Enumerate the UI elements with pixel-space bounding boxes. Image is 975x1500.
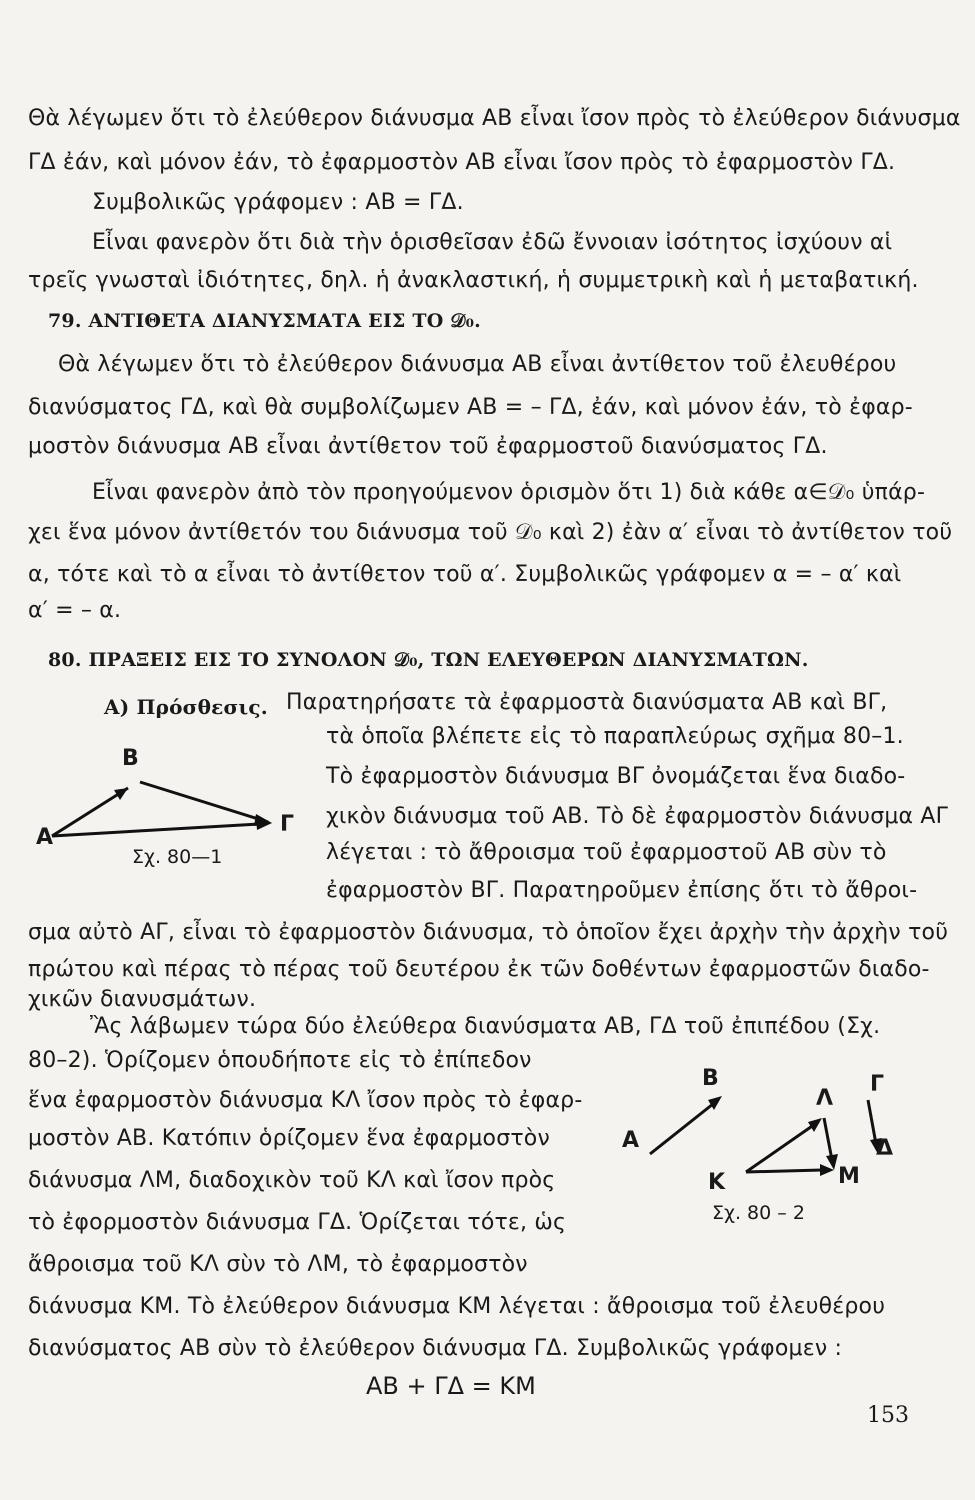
text-line-30: διανύσματος AB σὺν τὸ ἐλεύθερον διάνυσμα ΓΔ. Συμβολικῶς γράφομεν :	[28, 1336, 843, 1361]
fig2-label-m: M	[838, 1164, 860, 1189]
text-line-21: χικῶν διανυσμάτων.	[28, 987, 257, 1012]
vector-bg	[140, 782, 268, 822]
text-line-15: Τὸ ἐφαρμοστὸν διάνυσμα BΓ ὀνομάζεται ἕνα διαδο-	[326, 764, 906, 789]
vector-kl	[746, 1122, 818, 1172]
vector-lm	[824, 1118, 832, 1160]
text-line-13: Παρατηρήσατε τὰ ἐφαρμοστὰ διανύσματα AB καὶ BΓ,	[286, 690, 888, 715]
text-line-27: τὸ ἐφορμοστὸν διάνυσμα ΓΔ. Ὁρίζεται τότε, ὡς	[28, 1210, 567, 1235]
sum-formula: AB + ΓΔ = KM	[366, 1372, 536, 1400]
figure-80-2	[620, 1070, 900, 1210]
text-line-19: σμα αὐτὸ AΓ, εἶναι τὸ ἐφαρμοστὸν διάνυσμα, τὸ ὁποῖον ἔχει ἀρχὴν τὴν ἀρχὴν τοῦ	[28, 920, 949, 945]
text-line-8: μοστὸν διάνυσμα AB εἶναι ἀντίθετον τοῦ ἐφαρμοστοῦ διανύσματος ΓΔ.	[28, 434, 828, 459]
text-line-3: Συμβολικῶς γράφομεν : AB = ΓΔ.	[92, 190, 464, 215]
arrowhead-kl	[808, 1118, 822, 1132]
text-line-24: ἕνα ἐφαρμοστὸν διάνυσμα KΛ ἴσον πρὸς τὸ ἐφαρ-	[28, 1088, 583, 1113]
vector-ab-2	[650, 1100, 718, 1154]
text-line-17: λέγεται : τὸ ἄθροισμα τοῦ ἐφαρμοστοῦ AB σὺν τὸ	[326, 840, 887, 865]
text-line-23: 80–2). Ὁρίζομεν ὁπουδήποτε εἰς τὸ ἐπίπεδον	[28, 1048, 532, 1073]
fig1-label-b: B	[122, 746, 139, 771]
text-line-26: διάνυσμα ΛM, διαδοχικὸν τοῦ KΛ καὶ ἴσον πρὸς	[28, 1168, 556, 1193]
fig2-label-a: A	[622, 1128, 640, 1153]
fig2-label-k: K	[708, 1170, 726, 1195]
fig2-label-b: B	[702, 1066, 719, 1091]
text-line-20: πρώτου καὶ πέρας τὸ πέρας τοῦ δευτέρου ἐκ τῶν δοθέντων ἐφαρμοστῶν διαδο-	[28, 957, 930, 982]
text-line-9: Εἶναι φανερὸν ἀπὸ τὸν προηγούμενον ὁρισμὸν ὅτι 1) διὰ κάθε α∈𝒟₀ ὑπάρ-	[92, 480, 926, 505]
text-line-4: Εἶναι φανερὸν ὅτι διὰ τὴν ὁρισθεῖσαν ἐδῶ ἔννοιαν ἰσότητος ἰσχύουν αἱ	[92, 230, 893, 255]
text-line-11: α, τότε καὶ τὸ α εἶναι τὸ ἀντίθετον τοῦ α′. Συμβολικῶς γράφομεν α = – α′ καὶ	[28, 562, 902, 587]
text-line-10: χει ἕνα μόνον ἀντίθετόν του διάνυσμα τοῦ 𝒟₀ καὶ 2) ἐὰν α′ εἶναι τὸ ἀντίθετον τοῦ	[28, 520, 953, 545]
addition-label: Α) Πρόσθεσις.	[104, 695, 268, 719]
vector-ag	[52, 824, 260, 836]
fig1-label-a: A	[36, 825, 54, 850]
page-number: 153	[867, 1403, 909, 1428]
text-line-2: ΓΔ ἐάν, καὶ μόνον ἐάν, τὸ ἐφαρμοστὸν AB εἶναι ἴσον πρὸς τὸ ἐφαρμοστὸν ΓΔ.	[28, 150, 896, 175]
text-line-14: τὰ ὁποῖα βλέπετε εἰς τὸ παραπλεύρως σχῆμα 80–1.	[326, 724, 904, 749]
text-line-12: α′ = – α.	[28, 598, 122, 623]
vector-ab	[52, 788, 128, 836]
text-line-6: Θὰ λέγωμεν ὅτι τὸ ἐλεύθερον διάνυσμα AB εἶναι ἀντίθετον τοῦ ἐλευθέρου	[58, 352, 897, 377]
section-heading-80: 80. ΠΡΑΞΕΙΣ ΕΙΣ ΤΟ ΣΥΝΟΛΟΝ 𝒟₀, ΤΩΝ ΕΛΕΥΘΕΡΩΝ ΔΙΑΝΥΣΜΑΤΩΝ.	[48, 649, 809, 671]
vector-km	[746, 1170, 822, 1172]
text-line-18: ἐφαρμοστὸν BΓ. Παρατηροῦμεν ἐπίσης ὅτι τὸ ἄθροι-	[326, 878, 918, 903]
text-line-25: μοστὸν AB. Κατόπιν ὁρίζομεν ἕνα ἐφαρμοστὸν	[28, 1126, 550, 1151]
text-line-29: διάνυσμα KM. Τὸ ἐλεύθερον διάνυσμα KM λέγεται : ἄθροισμα τοῦ ἐλευθέρου	[28, 1294, 886, 1319]
fig2-label-l: Λ	[816, 1086, 834, 1111]
fig1-caption: Σχ. 80—1	[132, 846, 223, 868]
fig2-caption: Σχ. 80 – 2	[712, 1202, 805, 1224]
section-heading-79: 79. ΑΝΤΙΘΕΤΑ ΔΙΑΝΥΣΜΑΤΑ ΕΙΣ ΤΟ 𝒟₀.	[48, 310, 481, 332]
text-line-28: ἄθροισμα τοῦ KΛ σὺν τὸ ΛM, τὸ ἐφαρμοστὸν	[28, 1252, 528, 1277]
text-line-16: χικὸν διάνυσμα τοῦ AB. Τὸ δὲ ἐφαρμοστὸν διάνυσμα AΓ	[326, 804, 949, 829]
fig2-label-d: Δ	[876, 1136, 894, 1161]
fig1-label-g: Γ	[280, 812, 295, 837]
vector-gd	[868, 1100, 876, 1144]
fig2-label-g: Γ	[870, 1072, 885, 1097]
text-line-22: Ἂς λάβωμεν τώρα δύο ἐλεύθερα διανύσματα AB, ΓΔ τοῦ ἐπιπέδου (Σχ.	[90, 1014, 881, 1039]
text-line-7: διανύσματος ΓΔ, καὶ θὰ συμβολίζωμεν AB = – ΓΔ, ἐάν, καὶ μόνον ἐάν, τὸ ἐφαρ-	[28, 395, 913, 420]
text-line-1: Θὰ λέγωμεν ὅτι τὸ ἐλεύθερον διάνυσμα AB εἶναι ἴσον πρὸς τὸ ἐλεύθερον διάνυσμα	[28, 106, 961, 131]
text-line-5: τρεῖς γνωσταὶ ἰδιότητες, δηλ. ἡ ἀνακλαστική, ἡ συμμετρικὴ καὶ ἡ μεταβατική.	[28, 268, 919, 293]
